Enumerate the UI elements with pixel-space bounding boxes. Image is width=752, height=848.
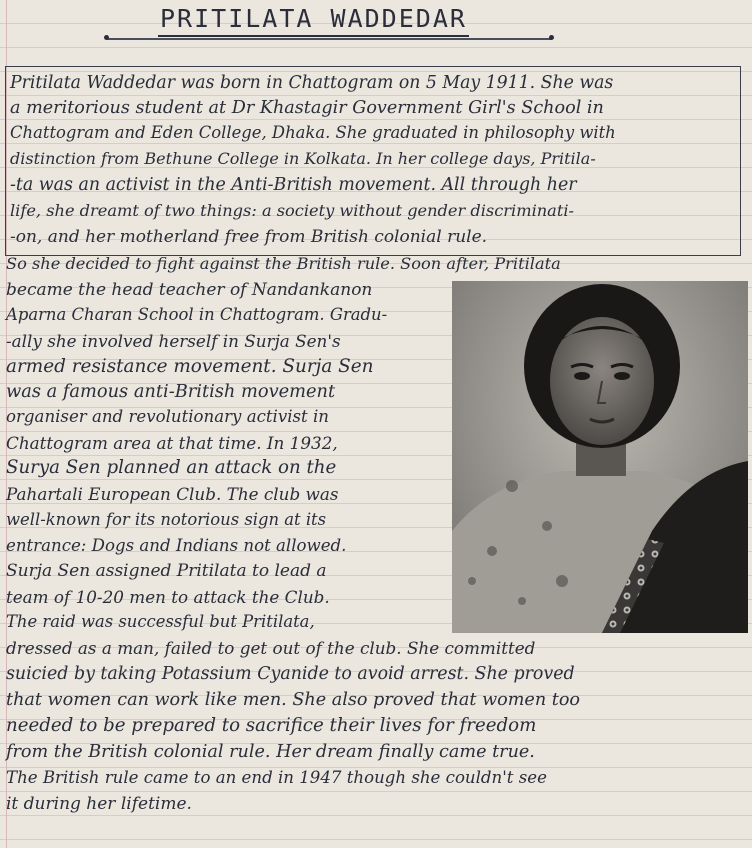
paragraph-line: organiser and revolutionary activist in	[6, 407, 329, 426]
paragraph-line: Chattogram and Eden College, Dhaka. She graduated in philosophy with	[10, 123, 616, 142]
paragraph-line: entrance: Dogs and Indians not allowed.	[6, 536, 347, 555]
underline-dot-left	[104, 35, 109, 40]
paragraph-line: So she decided to fight against the British rule. Soon after, Pritilata	[6, 254, 561, 273]
paragraph-line: -ally she involved herself in Surja Sen's	[6, 331, 341, 351]
paragraph-line: The British rule came to an end in 1947 though she couldn't see	[6, 768, 547, 787]
paragraph-line: team of 10-20 men to attack the Club.	[6, 587, 330, 607]
paragraph-line: Chattogram area at that time. In 1932,	[6, 433, 338, 453]
portrait-photo	[452, 281, 748, 633]
page-title: PRITILATA WADDEDAR	[158, 4, 469, 37]
paragraph-line: armed resistance movement. Surja Sen	[6, 356, 374, 377]
paragraph-line: Surja Sen assigned Pritilata to lead a	[6, 561, 327, 581]
paragraph-line: well-known for its notorious sign at its	[6, 510, 327, 529]
paragraph-line: Pahartali European Club. The club was	[6, 484, 339, 504]
paragraph-line: needed to be prepared to sacrifice their lives for freedom	[6, 715, 537, 736]
paragraph-line: a meritorious student at Dr Khastagir Government Girl's School in	[10, 98, 604, 118]
paragraph-line: life, she dreamt of two things: a society without gender discriminati-	[10, 201, 574, 220]
paragraph-line: from the British colonial rule. Her dream finally came true.	[6, 742, 535, 762]
paragraph-line: -ta was an activist in the Anti-British movement. All through her	[10, 175, 577, 195]
paragraph-line: it during her lifetime.	[6, 794, 192, 814]
paragraph-line: Pritilata Waddedar was born in Chattogram on 5 May 1911. She was	[10, 73, 614, 93]
paragraph-line: dressed as a man, failed to get out of the club. She committed	[6, 638, 536, 658]
paragraph-line: suicied by taking Potassium Cyanide to avoid arrest. She proved	[6, 664, 575, 684]
paragraph-line: was a famous anti-British movement	[6, 381, 336, 402]
paragraph-line: -on, and her motherland free from British colonial rule.	[10, 227, 488, 247]
paragraph-line: became the head teacher of Nandankanon	[6, 280, 373, 300]
title-underline	[106, 38, 552, 40]
paragraph-line: Surya Sen planned an attack on the	[6, 457, 337, 478]
paragraph-line: that women can work like men. She also proved that women too	[6, 690, 581, 710]
paragraph-line: The raid was successful but Pritilata,	[6, 612, 315, 631]
underline-dot-right	[549, 35, 554, 40]
paragraph-line: Aparna Charan School in Chattogram. Gradu-	[6, 305, 388, 324]
portrait-illustration	[452, 281, 748, 633]
paragraph-line: distinction from Bethune College in Kolkata. In her college days, Pritila-	[10, 149, 596, 168]
